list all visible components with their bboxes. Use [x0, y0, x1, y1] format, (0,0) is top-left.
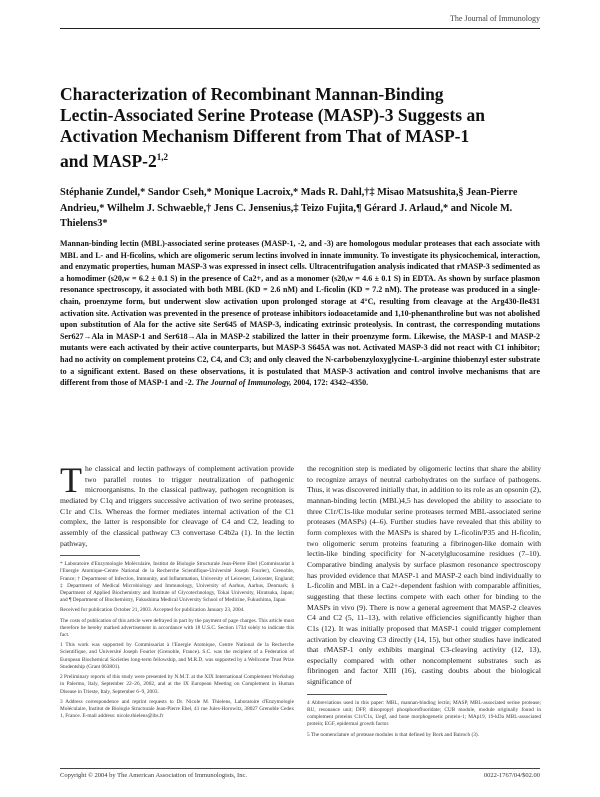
footnote-4-abbreviations: 4 Abbreviations used in this paper: MBL, mannan-binding lectin; MASP, MBL-associated serine protease; RU, resonance unit; DFP, diisopropyl phosphorofluoridate; CUB module, module originally found in complement proteins C1r/C1s, Uegf, and bone morphogenetic protein-1; MAp19, 19-kDa MBL-associated protein; EGF, epidermal growth factor. — [307, 699, 541, 728]
abstract-journal-ref: The Journal of Immunology, — [195, 378, 292, 388]
footer-rule — [60, 768, 540, 769]
footnote-2-presentation: 2 Preliminary reports of this study were presented by N.M.T. at the XIX International Complement Workshop in Palermo, Italy, September 22–26, 2002, and at the IX European Meeting on Complement in Human Disease in Trieste, Italy, September 6–9, 2003. — [60, 674, 294, 695]
abstract-text: Mannan-binding lectin (MBL)-associated serine proteases (MASP-1, -2, and -3) are homologous modular proteases that each associate with MBL and L- and H-ficolins, which are oligomeric serum lectins involved in innate immunity. To investigate its physicochemical, interaction, and enzymatic properties, human MASP-3 was expressed in insect cells. Ultracentrifugation analysis indicated that rMASP-3 sedimented as a homodimer (s20,w = 6.2 ± 0.1 S) in the presence of Ca2+, and as a monomer (s20,w = 4.6 ± 0.1 S) in EDTA. As shown by surface plasmon resonance spectroscopy, it associated with both MBL (KD = 2.6 nM) and L-ficolin (KD = 7.2 nM). The protease was produced in a single-chain, proenzyme form, but underwent slow activation upon prolonged storage at 4°C, resulting from cleavage at the Arg430-Ile431 activation site. Activation was prevented in the presence of protease inhibitors iodoacetamide and 1,10-phenanthroline but was not abolished upon substitution of Ala for the active site Ser645 of MASP-3, indicating extrinsic proteolysis. In contrast, the corresponding mutations Ser627→Ala in MASP-1 and Ser618→Ala in MASP-2 stabilized the latter in their proenzyme form. Likewise, the MASP-1 and MASP-2 mutants were each activated by their active counterparts, but MASP-3 S645A was not. Activated MASP-3 did not react with C1 inhibitor; had no activity on complement proteins C2, C4, and C3; and only cleaved the N-carbobenzyloxyglycine-L-arginine thiobenzyl ester substrate to a significant extent. Based on these observations, it is postulated that MASP-3 activation and control involve mechanisms that are different from those of MASP-1 and -2. — [60, 239, 540, 388]
right-column — [307, 464, 541, 742]
footnote-1-funding: 1 This work was supported by Commissariat à l'Energie Atomique, Centre National de la Recherche Scientifique, and Université Joseph Fourier (Grenoble, France). S.C. was the recipient of a Federation of European Biochemical Societies long-term fellowship, and M.R.D. was supported by a Wellcome Trust Prize Studentship (Grant 063801). — [60, 642, 294, 670]
copyright-notice: Copyright © 2004 by The American Association of Immunologists, Inc. — [60, 772, 247, 779]
drop-cap: T — [60, 460, 82, 500]
article-title — [60, 84, 500, 172]
footnote-rule-right — [307, 694, 387, 695]
left-body-paragraph — [60, 460, 294, 549]
footnote-affiliations: * Laboratoire d'Enzymologie Moléculaire, Institut de Biologie Structurale Jean-Pierre Ebel (Commissariat à l'Energie Atomique-Centre National de la Recherche Scientifique-Université Joseph Fourier), Grenoble, France; † Department of Infection, Immunity, and Inflammation, University of Leicester, Leicester, England; ‡ Department of Medical Microbiology and Immunology, University of Aarhus, Aarhus, Denmark; § Department of Applied Biochemistry and Institute of Glycotechnology, Tokai University, Hiratsuka, Japan; and ¶ Department of Biochemistry, Fukushima Medical University School of Medicine, Fukushima, Japan — [60, 561, 294, 604]
article-title-text: Characterization of Recombinant Mannan-Binding Lectin-Associated Serine Protease (MASP)-3 Suggests an Activation Mechanism Different from That of MASP-1 and MASP-2 — [60, 84, 485, 171]
footnote-costs: The costs of publication of this article were defrayed in part by the payment of page charges. This article must therefore be hereby marked advertisement in accordance with 18 U.S.C. Section 1734 solely to indicate this fact. — [60, 617, 294, 639]
right-body-paragraph: the recognition step is mediated by oligomeric lectins that share the ability to recognize arrays of neutral carbohydrates on the surface of pathogens. Thus, it was discovered initially that, in addition to its role as an opsonin (2), mannan-binding lectin (MBL)4,5 has developed the ability to associate to three C1r/C1s-like modular serine proteases termed MBL-associated serine proteases (MASPs) (4–6). Further studies have revealed that this ability to form complexes with the MASPs is shared by L-ficolin/P35 and H-ficolin, two oligomeric serum proteins featuring a fibrinogen-like domain with lectin-like binding specificity for N-acetylglucosamine residues (7–10). Comparative binding analysis by surface plasmon resonance spectroscopy has provided evidence that MASP-1 and MASP-2 each bind individually to L-ficolin and MBL in a Ca2+-dependent fashion with comparable affinities, suggesting that these lectins compete with each other for binding to the MASPs in vivo (9). There is now a general agreement that MASP-2 cleaves C4 and C2 (5, 11–13), with relative efficiencies significantly higher than C1s (12). It was initially proposed that MASP-1 could trigger complement activation by cleaving C3 directly (14, 15), but other studies have indicated that rMASP-1 only exhibits marginal C3-cleaving activity (12, 13), especially compared with other noncomplement substrates such as fibrinogen and factor XIII (16), casting doubts about the biological significance of — [307, 464, 541, 687]
footnote-5-nomenclature: 5 The nomenclature of protease modules is that defined by Bork and Bairoch (3). — [307, 731, 480, 738]
left-column — [60, 460, 294, 723]
abstract — [60, 238, 540, 389]
author-list: Stéphanie Zundel,* Sandor Cseh,* Monique Lacroix,* Mads R. Dahl,†‡ Misao Matsushita,§ Jean-Pierre Andrieu,* Wilhelm J. Schwaeble,† Jens C. Jensenius,‡ Teizo Fujita,¶ Gérard J. Arlaud,* and Nicole M. Thielens3* — [60, 187, 518, 229]
running-header-journal: The Journal of Immunology — [450, 14, 540, 23]
left-body-text: he classical and lectin pathways of complement activation provide two parallel routes to trigger neutralization of pathogenic microorganisms. In the classical pathway, pathogen recognition is mediated by C1q and triggers successive activation of two serine proteases, C1r and C1s. Whereas the former mediates internal activation of the C1 complex, the latter is responsible for cleavage of C4 and C2, leading to assembly of the classical pathway C3 convertase C4b2a (1). In the lectin pathway, — [60, 464, 294, 548]
abstract-citation: 2004, 172: 4342–4350. — [293, 378, 369, 388]
footnote-rule-left — [60, 555, 140, 556]
title-footnote-marks: 1,2 — [156, 152, 168, 162]
header-rule — [60, 28, 540, 29]
footnote-received: Received for publication October 21, 2003. Accepted for publication January 23, 2004. — [60, 607, 245, 614]
issn-code: 0022-1767/04/$02.00 — [483, 772, 540, 779]
footnote-3-correspondence: 3 Address correspondence and reprint requests to Dr. Nicole M. Thielens, Laboratoire d'Enzymologie Moléculaire, Institut de Biologie Structurale Jean-Pierre Ebel, 41 rue Jules-Horowitz, 38027 Grenoble Cedex 1, France. E-mail address: nicole.thielens@ibs.fr — [60, 698, 294, 720]
